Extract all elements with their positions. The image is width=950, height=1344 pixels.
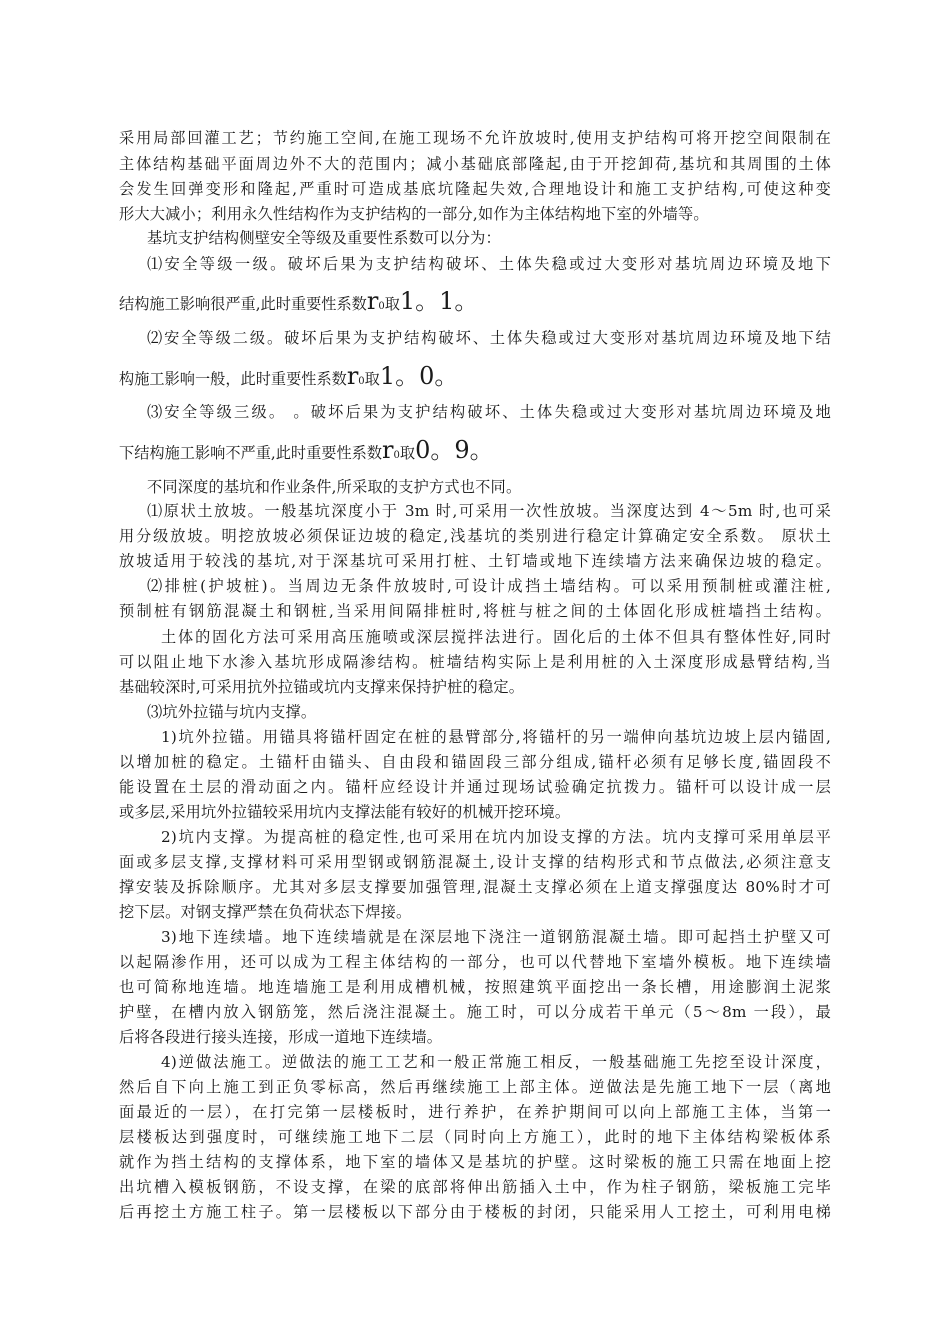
text-line: 层楼板达到强度时，可继续施工地下二层（同时向上方施工），此时的地下主体结构梁板体系 xyxy=(119,1128,831,1146)
text-line: 能设置在土层的滑动面之内。锚杆应经设计并通过现场试验确定抗拨力。锚杆可以设计成一层 xyxy=(119,778,831,796)
text-line: 撑安装及拆除顺序。尤其对多层支撑要加强管理,混凝土支撑必须在上道支撑强度达 80%时才可 xyxy=(119,878,831,896)
text-line: 面最近的一层），在打完第一层楼板时，进行养护，在养护期间可以向上部施工主体，当第一 xyxy=(119,1103,831,1121)
text-line: 采用局部回灌工艺；节约施工空间,在施工现场不允许放坡时,使用支护结构可将开挖空间限制在 xyxy=(119,129,831,147)
text-line: 用分级放坡。明挖放坡必须保证边坡的稳定,浅基坑的类别进行稳定计算确定安全系数。 原状土 xyxy=(119,527,831,545)
text-line: 也可简称地连墙。地连墙施工是利用成槽机械，按照建筑平面挖出一条长槽，用途膨润土泥浆 xyxy=(119,978,831,996)
text-line: 预制桩有钢筋混凝土和钢桩,当采用间隔排桩时,将桩与桩之间的土体固化形成桩墙挡土结构。 xyxy=(119,602,831,620)
text-line: 4)逆做法施工。逆做法的施工工艺和一般正常施工相反，一般基础施工先挖至设计深度， xyxy=(161,1053,831,1071)
text-line: 出坑槽入模板钢筋，不设支撑，在梁的底部将伸出筋插入土中，作为柱子钢筋，梁板施工完毕 xyxy=(119,1178,831,1196)
text-line: 基坑支护结构侧壁安全等级及重要性系数可以分为： xyxy=(147,229,501,247)
text-line: 1)坑外拉锚。用锚具将锚杆固定在桩的悬臂部分,将锚杆的另一端伸向基坑边坡上层内锚固, xyxy=(161,728,831,746)
text-line: 放坡适用于较浅的基坑,对于深基坑可采用打桩、土钉墙或地下连续墙方法来确保边坡的稳定。 xyxy=(119,552,831,570)
text-line: 面或多层支撑,支撑材料可采用型钢或钢筋混凝土,设计支撑的结构形式和节点做法,必须注意支 xyxy=(119,853,831,871)
text-line: 然后自下向上施工到正负零标高，然后再继续施工上部主体。逆做法是先施工地下一层（离地 xyxy=(119,1078,831,1096)
coefficient-line: 结构施工影响很严重,此时重要性系数r0取1。1。 xyxy=(119,287,479,315)
text-line: 或多层,采用坑外拉锚较采用坑内支撑法能有较好的机械开挖环境。 xyxy=(119,803,571,821)
text-line: 以增加桩的稳定。土锚杆由锚头、自由段和锚固段三部分组成,锚杆必须有足够长度,锚固段不 xyxy=(119,753,831,771)
coefficient-line: 下结构施工影响不严重,此时重要性系数r0取0。9。 xyxy=(119,436,494,464)
coefficient-line: 构施工影响一般，此时重要性系数r0取1。0。 xyxy=(119,362,459,390)
text-line: 后将各段进行接头连接，形成一道地下连续墙。 xyxy=(119,1028,443,1046)
text-line: ⑶安全等级三级。 。破坏后果为支护结构破坏、土体失稳或过大变形对基坑周边环境及地 xyxy=(147,403,831,421)
text-line: ⑶坑外拉锚与坑内支撑。 xyxy=(147,703,317,721)
text-line: 就作为挡土结构的支撑体系，地下室的墙体又是基坑的护壁。这时梁板的施工只需在地面上挖 xyxy=(119,1153,831,1171)
text-line: 护壁，在槽内放入钢筋笼，然后浇注混凝土。施工时，可以分成若干单元（5～8m 一段），最 xyxy=(119,1003,831,1021)
text-line: 3)地下连续墙。地下连续墙就是在深层地下浇注一道钢筋混凝土墙。即可起挡土护壁又可 xyxy=(161,928,831,946)
text-line: 会发生回弹变形和隆起,严重时可造成基底坑隆起失效,合理地设计和施工支护结构,可使这种变 xyxy=(119,180,831,198)
text-line: 后再挖土方施工柱子。第一层楼板以下部分由于楼板的封闭，只能采用人工挖土，可利用电梯 xyxy=(119,1203,831,1221)
text-line: 土体的固化方法可采用高压施喷或深层搅拌法进行。固化后的土体不但具有整体性好,同时 xyxy=(161,628,831,646)
text-line: ⑴原状土放坡。一般基坑深度小于 3m 时,可采用一次性放坡。当深度达到 4～5m 时,也可采 xyxy=(147,502,831,520)
text-line: 可以阻止地下水渗入基坑形成隔渗结构。桩墙结构实际上是利用桩的入土深度形成悬臂结构,当 xyxy=(119,653,831,671)
text-line: 形大大减小；利用永久性结构作为支护结构的一部分,如作为主体结构地下室的外墙等。 xyxy=(119,205,709,223)
text-line: ⑴安全等级一级。破坏后果为支护结构破坏、土体失稳或过大变形对基坑周边环境及地下 xyxy=(147,255,831,273)
text-line: ⑵排桩(护坡桩)。当周边无条件放坡时,可设计成挡土墙结构。可以采用预制桩或灌注桩, xyxy=(147,577,831,595)
text-line: 基础较深时,可采用抗外拉锚或坑内支撑来保持护桩的稳定。 xyxy=(119,678,525,696)
text-line: 以起隔渗作用，还可以成为工程主体结构的一部分，也可以代替地下室墙外模板。地下连续墙 xyxy=(119,953,831,971)
text-line: 挖下层。对钢支撑严禁在负荷状态下焊接。 xyxy=(119,903,412,921)
text-line: 2)坑内支撑。为提高桩的稳定性,也可采用在坑内加设支撑的方法。坑内支撑可采用单层平 xyxy=(161,828,831,846)
text-line: 主体结构基础平面周边外不大的范围内；减小基础底部隆起,由于开挖卸荷,基坑和其周围的土体 xyxy=(119,155,831,173)
text-line: ⑵安全等级二级。破坏后果为支护结构破坏、土体失稳或过大变形对基坑周边环境及地下结 xyxy=(147,329,831,347)
text-line: 不同深度的基坑和作业条件,所采取的支护方式也不同。 xyxy=(147,478,522,496)
